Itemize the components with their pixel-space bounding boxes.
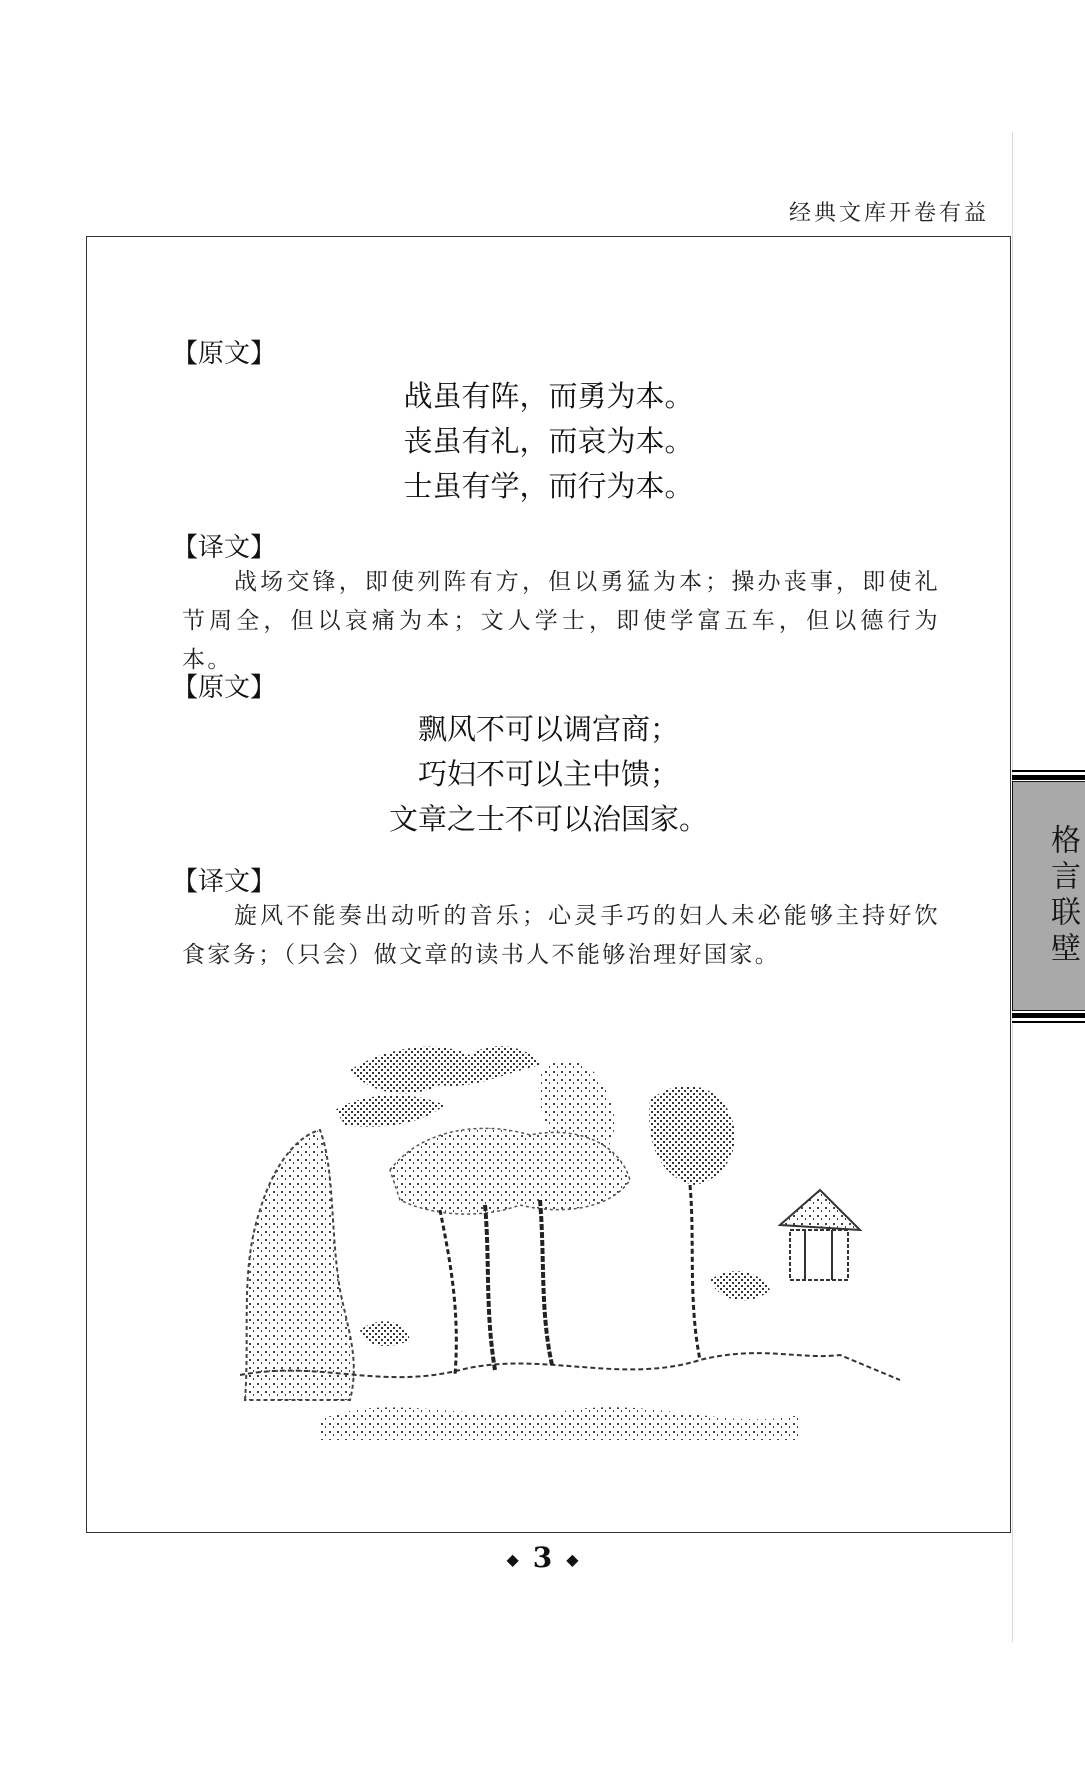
poem-line: 士虽有学，而行为本。 xyxy=(403,469,694,503)
shrub xyxy=(360,1321,410,1346)
page-number: 3 xyxy=(532,1541,553,1574)
section-label-translation: 【译文】 xyxy=(172,867,277,897)
translation-paragraph: 战场交锋，即使列阵有方，但以勇猛为本；操办丧事，即使礼节周全，但以哀痛为本；文人学士，即使学富五车，但以德行为本。 xyxy=(182,569,940,673)
ground-shading xyxy=(320,1407,800,1440)
tree-trunk xyxy=(540,1200,552,1365)
hut-wall xyxy=(790,1230,848,1280)
poem-block xyxy=(86,374,1011,509)
running-header: 经典文库开卷有益 xyxy=(788,201,989,226)
tree-trunk xyxy=(690,1185,700,1360)
poem-line: 丧虽有礼，而哀为本。 xyxy=(403,424,694,458)
chapter-side-tab xyxy=(1012,781,1085,1011)
tree-trunk xyxy=(485,1205,495,1370)
page-folio xyxy=(0,1541,1085,1574)
tab-border-top xyxy=(1012,770,1085,780)
pine-foliage xyxy=(350,1046,540,1093)
tree-trunk xyxy=(440,1210,456,1375)
section-label-original: 【原文】 xyxy=(172,673,277,703)
translation-paragraph: 旋风不能奏出动听的音乐；心灵手巧的妇人未必能够主持好饮食家务；（只会）做文章的读书人不能够治理好国家。 xyxy=(182,903,940,968)
section-label-original: 【原文】 xyxy=(172,339,277,369)
tab-border-bottom xyxy=(1012,1013,1085,1023)
ornament-left: ◆ xyxy=(506,1550,519,1569)
poem-block xyxy=(86,707,1011,842)
poem-line: 飘风不可以调宫商； xyxy=(417,712,679,746)
ornament-right: ◆ xyxy=(566,1550,579,1569)
poem-line: 巧妇不可以主中馈； xyxy=(417,757,679,791)
landscape-illustration xyxy=(240,1030,905,1450)
chapter-side-tab-label: 格言联壁 xyxy=(1045,824,1080,968)
pine-foliage xyxy=(335,1095,445,1127)
shrub xyxy=(710,1271,770,1300)
tree-crown xyxy=(649,1086,735,1185)
poem-line: 战虽有阵，而勇为本。 xyxy=(403,379,694,413)
section-label-translation: 【译文】 xyxy=(172,533,277,563)
cliff-shape xyxy=(245,1130,354,1400)
poem-line: 文章之士不可以治国家。 xyxy=(388,802,708,836)
hut-roof xyxy=(780,1190,860,1230)
